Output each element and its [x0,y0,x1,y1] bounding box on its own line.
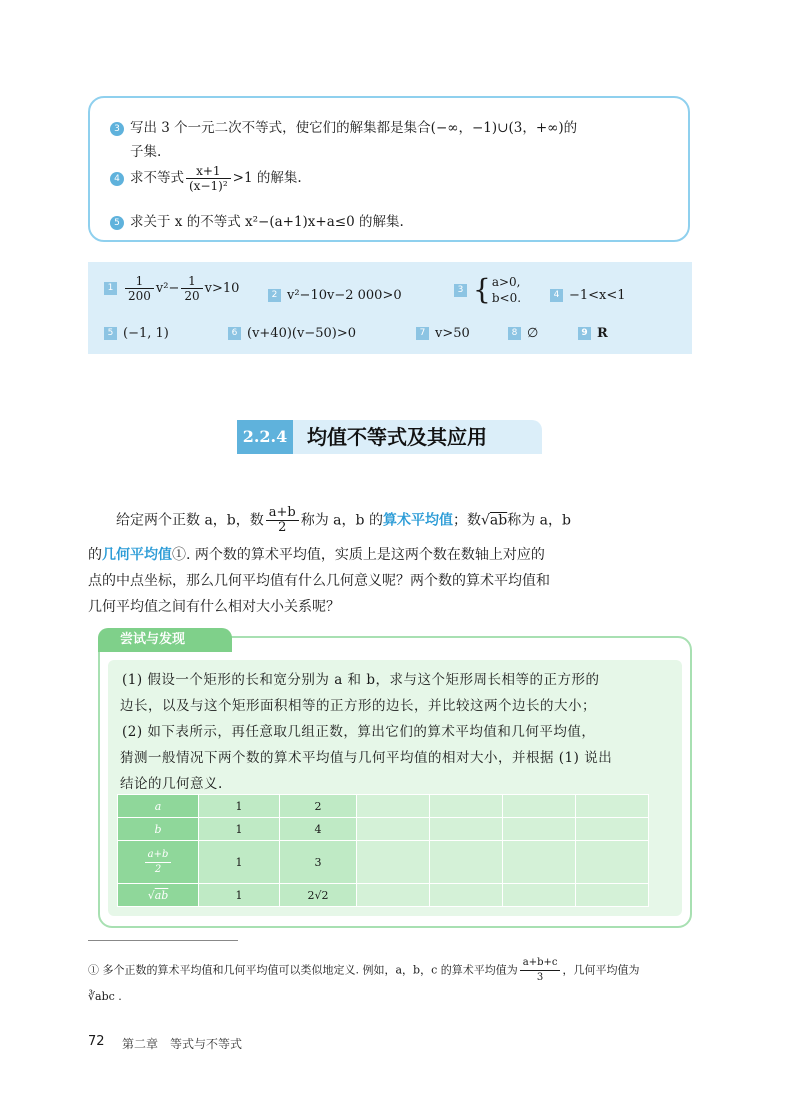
answer-4 [550,288,626,303]
row-label: a [118,795,199,818]
table-cell [503,841,576,884]
numerator: x+1 [186,164,231,179]
explore-p2-b: 猜测一般情况下两个数的算术平均值与几何平均值的相对大小，并根据 (1) 说出 [120,750,613,766]
table-cell: 2√2 [280,884,357,907]
table-cell [503,795,576,818]
table-cell: 4 [280,818,357,841]
answer-8 [508,326,538,341]
chapter-title: 第二章 等式与不等式 [122,1037,243,1051]
answer-3 [454,274,521,306]
intro-line-1: 给定两个正数 a，b，数 $\frac{a+b}{2}$ 称为 a，b 的算术平均值；数√ab称为 a，b [116,505,571,535]
denominator: 20 [184,289,200,303]
section-heading [237,420,542,454]
system-line: b<0. [491,291,522,305]
table-cell: 1 [199,841,280,884]
answer-number: 8 [508,327,521,340]
table-cell [503,818,576,841]
answer-number: 2 [268,289,281,302]
table-cell [357,795,430,818]
row-label: √ab [118,884,199,907]
explore-tab: 尝试与发现 [98,628,232,652]
answer-number: 4 [550,289,563,302]
table-cell [576,818,649,841]
fraction [266,506,299,535]
table-row [118,795,649,818]
table-cell [357,818,430,841]
explore-p2-a: (2) 如下表所示，再任意取几组正数，算出它们的算术平均值和几何平均值， [122,724,596,740]
answer-text: (−1, 1) [123,326,169,341]
exercise-text: 写出 3 个一元二次不等式，使它们的解集都是集合(−∞，−1)∪(3，+∞)的 [130,120,578,136]
answer-9 [578,326,608,341]
table-cell [503,884,576,907]
table-cell [576,884,649,907]
answer-number: 9 [578,327,591,340]
answer-7 [416,326,470,341]
table-cell [576,841,649,884]
intro-line-4: 几何平均值之间有什么相对大小关系呢？ [88,599,340,615]
answer-number: 7 [416,327,429,340]
intro-line-2 [88,544,545,564]
answer-2 [268,288,402,303]
answer-number: 5 [104,327,117,340]
page-number: 72 [88,1034,105,1049]
text: 称为 a，b 的 [300,512,383,529]
denominator: (x−1)² [189,179,228,193]
table-cell [357,841,430,884]
explore-p1-a: (1) 假设一个矩形的长和宽分别为 a 和 b，求与这个矩形周长相等的正方形的 [122,672,600,688]
table-cell: 1 [199,884,280,907]
fraction [520,956,561,985]
table-cell [430,841,503,884]
footnote-line-1 [88,956,639,985]
text: 称为 a，b [507,512,571,529]
row-label: b [118,818,199,841]
numerator: a+b [145,848,172,863]
fraction [186,164,231,193]
answer-band [88,262,692,354]
text: ① 多个正数的算术平均值和几何平均值可以类似地定义. 例如，a，b，c 的算术平均值为 [88,963,518,977]
radicand: ab [154,888,169,902]
intro-line-3: 点的中点坐标，那么几何平均值有什么几何意义呢？两个数的算术平均值和 [88,573,550,589]
answer-text: v²− [155,281,180,296]
denominator: 2 [154,863,162,875]
exercise-number: 3 [110,122,124,136]
numerator: 1 [181,274,202,289]
text: 给定两个正数 a，b，数 [116,512,264,529]
denominator: 200 [128,289,151,303]
answer-6 [228,326,356,341]
table-row [118,818,649,841]
answer-number: 6 [228,327,241,340]
explore-p1-b: 边长，以及与这个矩形面积相等的正方形的边长，并比较这两个边长的大小； [120,698,596,714]
fraction [125,274,154,303]
footnote-rule [88,940,238,941]
term-geometric-mean: 几何平均值 [102,547,172,563]
numerator: a+b [266,506,299,521]
table-cell [430,795,503,818]
denominator: 2 [278,520,287,535]
exercise-4 [110,164,302,193]
radicand: ab [489,512,508,529]
answer-number: 1 [104,282,117,295]
exercise-3 [110,116,577,136]
text: 的 [88,547,102,563]
section-number: 2.2.4 [237,420,293,454]
table-cell [576,795,649,818]
exercise-text: >1 的解集. [232,170,302,186]
fraction [181,274,202,303]
left-brace-icon: { [473,273,491,306]
answer-5 [104,326,169,341]
table-cell: 1 [199,818,280,841]
table-cell: 2 [280,795,357,818]
term-arithmetic-mean: 算术平均值 [382,512,453,529]
inequality-system [492,274,521,306]
table-cell [357,884,430,907]
fraction [145,848,172,877]
text: ①. 两个数的算术平均值，实质上是这两个数在数轴上对应的 [172,547,545,563]
explore-p2-c: 结论的几何意义. [120,776,223,792]
row-label [118,841,199,884]
answer-text: R [597,326,608,341]
section-title: 均值不等式及其应用 [307,425,487,449]
answer-text: v²−10v−2 000>0 [287,288,402,303]
footnote-line-2: ∛abc . [88,990,122,1003]
table-row [118,884,649,907]
table-cell: 3 [280,841,357,884]
exercise-number: 4 [110,172,124,186]
answer-text: v>10 [204,281,240,296]
exercise-box [88,96,690,242]
answer-text: −1<x<1 [569,288,626,303]
answer-text: v>50 [435,326,470,341]
text: ，几何平均值为 [562,963,640,977]
table-cell [430,884,503,907]
data-table [117,794,649,907]
system-line: a>0, [491,275,521,289]
numerator: 1 [125,274,154,289]
exercise-3-cont: 子集. [130,144,162,160]
exercise-5 [110,210,404,230]
text: ；数 [452,512,481,529]
answer-1 [104,274,239,303]
answer-number: 3 [454,284,467,297]
exercise-text: 求关于 x 的不等式 x²−(a+1)x+a≤0 的解集. [130,214,404,230]
numerator: a+b+c [520,956,561,971]
answer-text: ∅ [527,326,539,341]
table-row [118,841,649,884]
table-cell [430,818,503,841]
exercise-text: 求不等式 [130,170,184,186]
answer-text: (v+40)(v−50)>0 [247,326,357,341]
table-cell: 1 [199,795,280,818]
denominator: 3 [536,972,544,983]
exercise-number: 5 [110,216,124,230]
